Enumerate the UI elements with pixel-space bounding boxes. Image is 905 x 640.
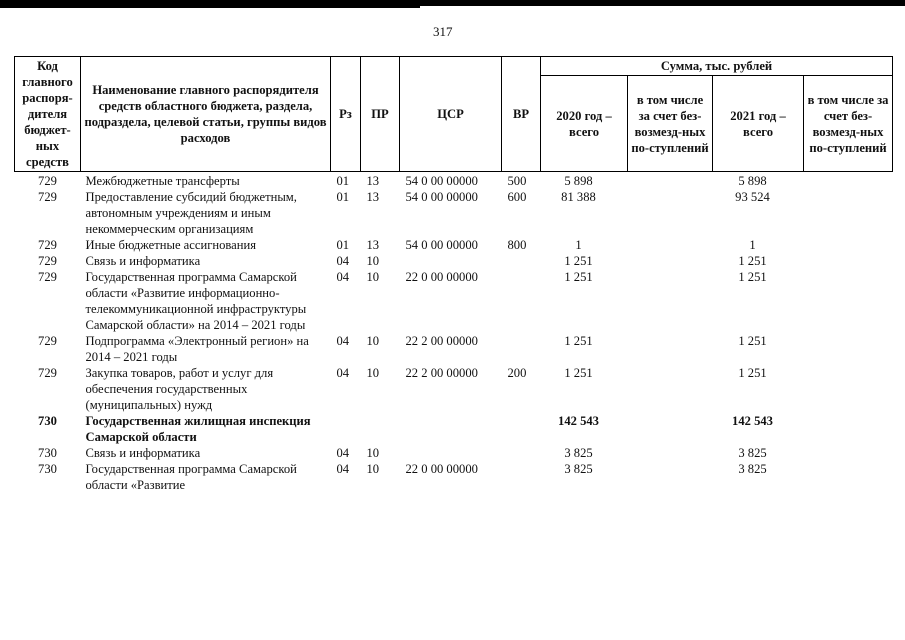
cell-csr: 54 0 00 00000 [405,174,478,188]
cell-pr: 10 [366,446,380,460]
cell-csr [400,413,502,445]
table-row [15,189,893,237]
top-border-line-thick [0,0,420,8]
cell-2021-incl [804,365,893,413]
cell-rz: 04 [336,446,350,460]
cell-2020-incl [628,461,713,493]
header-rz: Рз [331,57,361,172]
header-2020-incl: в том числе за счет без-возмезд-ных по-ступлений [628,76,713,172]
cell-rz: 01 [336,190,350,204]
cell-2020-total: 81 388 [561,190,596,204]
cell-csr [400,253,502,269]
cell-vr: 600 [507,190,527,204]
cell-rz [331,413,361,445]
cell-pr: 10 [366,334,380,348]
cell-2020-incl [628,445,713,461]
cell-2021-total: 3 825 [738,446,767,460]
header-vr: ВР [502,57,541,172]
header-2020-total: 2020 год – всего [541,76,628,172]
cell-pr: 10 [366,366,380,380]
cell-pr: 13 [366,174,380,188]
cell-rz: 01 [336,174,350,188]
cell-name: Государственная программа Самарской области «Развитие информационно-телекоммуникационной инфраструктуры Самарской области» на 2014 – 2021 годы [85,270,307,332]
cell-vr: 500 [507,174,527,188]
cell-code: 730 [38,414,57,428]
cell-rz: 04 [336,462,350,476]
cell-2020-total: 5 898 [564,174,593,188]
cell-rz: 04 [336,270,350,284]
cell-csr: 22 2 00 00000 [405,334,478,348]
cell-2021-total: 3 825 [738,462,767,476]
header-name: Наименование главного распорядителя средств областного бюджета, раздела, подраздела, целевой статьи, группы видов расходов [81,57,331,172]
cell-name: Межбюджетные трансферты [85,174,240,188]
cell-rz: 01 [336,238,350,252]
cell-2021-total: 1 [749,238,756,252]
cell-2020-incl [628,365,713,413]
cell-2020-incl [628,413,713,445]
cell-csr [400,445,502,461]
header-pr: ПР [361,57,400,172]
cell-code: 729 [38,254,57,268]
header-sum: Сумма, тыс. рублей [541,57,893,76]
cell-vr [502,333,541,365]
cell-2021-total: 5 898 [738,174,767,188]
cell-name: Государственная жилищная инспекция Самарской области [85,414,311,444]
cell-2020-total: 142 543 [558,414,599,428]
cell-2021-total: 93 524 [735,190,770,204]
cell-vr [502,253,541,269]
budget-table [14,56,893,493]
cell-2021-incl [804,461,893,493]
cell-2020-incl [628,253,713,269]
cell-2021-total: 1 251 [738,270,767,284]
cell-vr [502,413,541,445]
cell-2020-total: 3 825 [564,462,593,476]
cell-vr: 800 [507,238,527,252]
table-row [15,333,893,365]
cell-2020-incl [628,189,713,237]
cell-2021-incl [804,172,893,190]
cell-csr: 22 2 00 00000 [405,366,478,380]
cell-2021-incl [804,189,893,237]
cell-vr [502,269,541,333]
header-csr: ЦСР [400,57,502,172]
cell-2021-incl [804,445,893,461]
cell-2020-incl [628,269,713,333]
table-row [15,445,893,461]
header-2021-incl: в том числе за счет без-возмезд-ных по-ступлений [804,76,893,172]
cell-pr [361,413,400,445]
header-code: Код главного распоря-дителя бюджет-ных средств [15,57,81,172]
cell-rz: 04 [336,254,350,268]
cell-name: Предоставление субсидий бюджетным, автономным учреждениям и иным некоммерческим организациям [85,190,297,236]
cell-code: 729 [38,238,57,252]
table-row [15,172,893,190]
cell-csr: 54 0 00 00000 [405,238,478,252]
cell-2021-total: 1 251 [738,334,767,348]
cell-code: 729 [38,366,57,380]
cell-rz: 04 [336,366,350,380]
table-row [15,253,893,269]
cell-2020-total: 1 251 [564,334,593,348]
cell-vr [502,461,541,493]
cell-csr: 22 0 00 00000 [405,270,478,284]
cell-pr: 13 [366,238,380,252]
cell-2020-incl [628,172,713,190]
cell-name: Связь и информатика [85,254,201,268]
cell-2020-total: 3 825 [564,446,593,460]
header-2021-total: 2021 год – всего [713,76,804,172]
cell-2020-total: 1 251 [564,270,593,284]
cell-code: 729 [38,190,57,204]
cell-2021-incl [804,237,893,253]
table-row [15,413,893,445]
cell-2020-incl [628,333,713,365]
table-row [15,237,893,253]
cell-name: Государственная программа Самарской области «Развитие [85,462,297,492]
table-header [15,57,893,172]
cell-pr: 13 [366,190,380,204]
table-row [15,461,893,493]
cell-code: 730 [38,446,57,460]
cell-2021-incl [804,333,893,365]
table-body [15,172,893,494]
cell-name: Закупка товаров, работ и услуг для обеспечения государственных (муниципальных) нужд [85,366,274,412]
cell-2020-incl [628,237,713,253]
cell-code: 729 [38,174,57,188]
cell-pr: 10 [366,254,380,268]
cell-2021-total: 1 251 [738,254,767,268]
cell-pr: 10 [366,462,380,476]
cell-2021-incl [804,413,893,445]
table-row [15,365,893,413]
cell-2020-total: 1 [575,238,582,252]
cell-2021-incl [804,253,893,269]
cell-name: Связь и информатика [85,446,201,460]
cell-csr: 54 0 00 00000 [405,190,478,204]
table-row [15,269,893,333]
page-number: 317 [433,24,453,39]
cell-rz: 04 [336,334,350,348]
cell-name: Иные бюджетные ассигнования [85,238,257,252]
cell-2021-total: 142 543 [732,414,773,428]
cell-2021-total: 1 251 [738,366,767,380]
cell-2020-total: 1 251 [564,366,593,380]
cell-pr: 10 [366,270,380,284]
cell-code: 729 [38,334,57,348]
cell-csr: 22 0 00 00000 [405,462,478,476]
cell-2021-incl [804,269,893,333]
cell-2020-total: 1 251 [564,254,593,268]
cell-code: 729 [38,270,57,284]
cell-name: Подпрограмма «Электронный регион» на 2014 – 2021 годы [85,334,309,364]
cell-vr [502,445,541,461]
cell-code: 730 [38,462,57,476]
cell-vr: 200 [507,366,527,380]
